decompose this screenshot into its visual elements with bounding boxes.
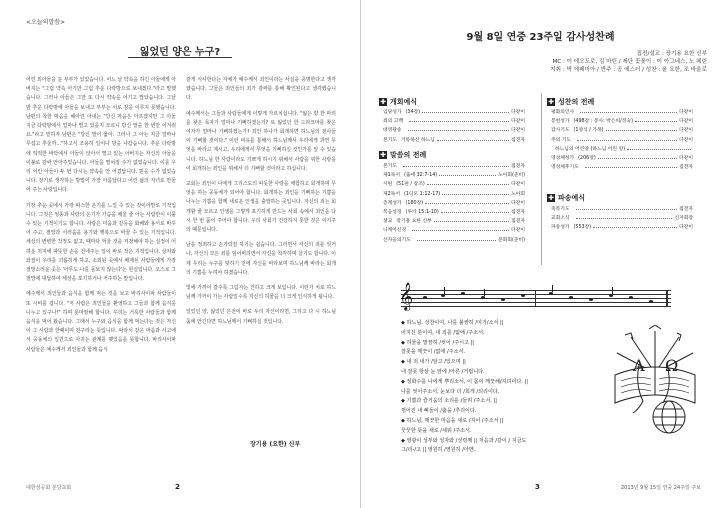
- order-item: 층계성가 (180장) 다같이: [383, 200, 525, 206]
- order-item: 제1독서 (출애 32:7-14) 노아회(준비): [383, 173, 525, 179]
- text-column-1: [26, 76, 176, 361]
- verse-line: ◆ 하느님, 깨끗한 마음을 새로 /지어 /주소서 ||: [401, 417, 504, 424]
- cross-icon: ✚: [380, 151, 386, 159]
- verse-line: ◆ 영광이 성부와 성자와 /성령께 || 처음과 /같이 / 지금도: [401, 437, 527, 444]
- paragraph: 남을 정죄하고 손가락질 하기는 쉽습니다. 그러면서 자신의 죄를 잊거나, 자신의 모든 죄를 덮어버리면서 자신을 착각하며 살기도 합니다. 이제 우리는 누구를 탓하기 전에 자신을 바라보며 하느님께 바라는 회개의 기쁨을 누려야 하겠습니다.: [186, 242, 336, 276]
- paragraph: 빛에 가까이 갈수록 그림자는 진하고 크게 보입니다. 이런가 치로 하느님께 가까이 가는 사람일수록 자신의 허물을 더 크게 인식하게 됩니다.: [186, 285, 336, 301]
- page-title: 잃었던 양은 누구?: [139, 47, 221, 58]
- order-item: 감사기도 (1양식 / 가목) 다같이: [551, 128, 693, 134]
- treble-clef-icon: 𝄞: [399, 282, 414, 310]
- verse-line: 꺾어진 내 뼈들이 /춤을 /추리이다.: [401, 408, 477, 415]
- section-heading-word: ✚ 말씀의 전례: [380, 151, 427, 159]
- order-list-dismissal: [551, 205, 693, 233]
- order-item: 죄의 고백 다같이: [383, 119, 525, 125]
- verse-line: ◆ 기쁨과 즐거움의 소리를 /들려 /주소서. ||: [401, 398, 497, 405]
- verse-line: 그/리-/고 || 영원히 /영원히 /아멘.: [401, 447, 476, 454]
- order-item: 봉헌성가 (498장 : 봉사: 박은희/정숙) 다같이: [551, 119, 693, 125]
- verse-line: ◆ 정화수를 나에게 뿌리소서, 이 몸이 깨끗해/지리이다. ||: [401, 378, 528, 385]
- section-heading-dismissal: ✚ 파송예식: [548, 194, 586, 202]
- paragraph: 일었던 양, 잃었던 은전이 바로 우리 자신이라면, 그리고 다 시 하느님 품에 안긴다면 하느님께서 기뻐하실 것입니다.: [186, 309, 336, 325]
- verse-line: 어지신 분이여, 내 죄를 /없애 /주소서.: [401, 329, 485, 336]
- credit-line: MC : 이 데오도로, 김 마틴 / 제단 꽃꽂이 : 이 아그네스, 노 헤린: [552, 59, 707, 66]
- verse-line: 나를 씻어주소서, 눈보다 더 /희게 /되리이다.: [401, 388, 500, 395]
- credit-line: 집전/설교 : 장기용 요한 신부: [636, 51, 707, 57]
- svg-text:Ω: Ω: [665, 356, 679, 375]
- order-item: 시편 (51편 / 장조) 다같이: [383, 182, 525, 188]
- order-item: 니케아신경 다같이: [383, 228, 525, 234]
- paragraph: 가장 추운 곳에서 가장 따스한 온기를 느낄 수 있는 것이야말로 기적입니다. 그것은 엉뚱과 사랑의 온기가 가슴을 채울 줄 아는 사람만이 이룰 수 있는 기적이기도 합니다. 사랑은 미움과 갈등을 화해와 용서로 바꾸어 주고, 절망과 서러움을 용기와 행복으로 바꿀 수 있는 기적입니다. 세상의 변변한 작정도 없고, 때마다 억울 것을 걱정해야 하는 실정이 어려운 처지에 따뜻한 손을 건네주는 일이 바로 작은 기적입니다. 상처와 좌절이 우리를 괴롭히게 하고, 소외된 곳에서 배제된 사람들에게 가장 절망스러운 곳은 '아무도 나를 돌보지 않는다'는 현실입니다. 오스로 그 절망에 대답하여 세상을 포기하거나 저주하는 말입니다.: [26, 202, 176, 283]
- footer-church-name: 대한성공회 분당교회: [26, 485, 72, 491]
- section-tag: <오늘의말씀>: [26, 19, 66, 26]
- paragraph: 어린 외아들을 둔 부부가 있었습니다. 어느 날 약속을 하긴 아들에게 아버지는 "그럼 약속 아기만 그럼 추운 다락방으로 보내겠다."라고 말했습니다. 그러나 아들은 그만 또 다시 약속을 어기고 말았습니다. 그날 밤 추운 다락방에 아들을 보내고 부부는 서로 잠을 이루지 못했습니다. 남편의 착한 마음을 헤아린 아내는 "당신 마음은 아프겠지만 그 아들 지금 다락방에서 얼마나 떨고 있을지 모르니 당신 말을 한 번만 어겨줘요."라고 말하자 남편은 "당신 말이 옳아. 그러나 그 아는 지금 얼마나 무섭고 추울까..."하고서 조용히 일어나 방을 나갔습니다. 추운 다락방에 떡떡한 바닥에서 아들이 앉아서 떨고 있는 아버지는 자신의 아들을 이불로 감싸 안아주었습니다. 아들을 떨어질 수가 없었습니다. 이를 우리 어린 아들이 두 번 다시는 약속을 안 어겼답니다. 믿을 수가 없었습니다. 장기로 생각하는 방법이 가장 아름답다고 어린 삶의 자녀로 만들어 주는 사랑입니다.: [26, 77, 176, 194]
- right-page: [360, 0, 720, 508]
- order-item: 본기도 집전자: [383, 164, 525, 169]
- order-item: 축복기도 집전자: [551, 207, 693, 212]
- order-item: 교회소식 신자회장: [551, 216, 693, 222]
- verse-line: 잘못을 깨끗이 /없애 /주소서.: [401, 349, 466, 356]
- credit-line: 지휘 : 박 에페미아 / 반주 : 공 에스더 / 성찬 : 윤 요한, 조 바울로: [550, 67, 707, 74]
- page-number: 3: [535, 483, 540, 491]
- cross-icon: ✚: [548, 194, 554, 202]
- column-divider: [541, 93, 542, 265]
- order-item: 입당성가 (34장) 다같이: [383, 110, 525, 115]
- section-heading-opening: ✚ 개회예식: [380, 98, 418, 106]
- order-list-eucharist: [551, 108, 693, 172]
- signature: 장기용 (요한) 신부: [250, 441, 301, 448]
- order-item: 파송성가 (553장) 다같이: [551, 225, 693, 231]
- order-item: 주의 기도 다같이: [551, 137, 693, 143]
- order-item: 대영광송 다같이: [383, 128, 525, 134]
- service-credits: [377, 50, 707, 75]
- title-underline: [128, 57, 232, 58]
- cross-icon: ✚: [380, 98, 386, 106]
- page-number: 2: [175, 483, 180, 491]
- alpha-omega-bible-illustration: [609, 325, 701, 443]
- order-item: 영성체후기도 집전자: [551, 165, 693, 171]
- paragraph: 교회는 죄인이 나에게 그리스도의 따듯한 사랑을 체험하고 회개하며 무엇을 하는 공동체가 되어야 합니다. 회개하는 죄인을 기뻐하는 기쁨을 나누는 기쁨을 함께 새로운 인생을 출발하는 곳입니다. 자신의 죄는 회개할 줄 모르고 인생을 그렇게 포기하게 만드는 사회 속에서 죄인을 다시 한 번 품어 주어야 합니다. 우리 사회가 건강하지 못한 것은 이기주의 때문입니다.: [186, 181, 336, 234]
- order-item: 제2독서 (1디모 1:12-17) 노아회: [383, 191, 525, 197]
- music-staff: [399, 282, 671, 310]
- verse-line: 꿋꿋한 뜻을 새로 /세워 /주소서.: [401, 427, 472, 434]
- order-item: 복음성경 (루카 15:1-10) 집전자: [383, 209, 525, 215]
- svg-text:A: A: [633, 356, 645, 375]
- text-column-2: [186, 76, 336, 333]
- order-list-word: [383, 162, 525, 245]
- order-item: 하느님의 어린양 (하느님 어린 양): [551, 145, 693, 154]
- paragraph: 같게 식사한다는 자체가 예수께서 죄인이라는 사실을 증명한다고 생각했습니다. 그들은 죄인들의 죄가 감싸를 통해 확인된다고 생각했습니다.: [186, 77, 336, 102]
- psalm-verses: [401, 319, 596, 456]
- order-item: 신자들의기도 문화회(준비): [383, 237, 525, 243]
- order-item: 영성체성가 (206장) 다같이: [551, 155, 693, 161]
- footer-bulletin-date: 2013년 9월 15일 연중 24주일 주보: [621, 485, 702, 491]
- order-item: 본기도 거룩하신 하느님 집전자: [383, 137, 525, 143]
- verse-line: ◆ 허물을 말끔히 /씻어 /주시고 ||: [401, 339, 475, 346]
- paragraph: 예수께서 죄인들과 음식을 함께 먹는 것을 보고 바리사이파 사람들이 또 시비를 겁니다. "저 사람은 죄인들을 환영하고 그들과 함께 음식을 나누고 있구나!" 하며 못마땅해 합니다. 우리는 거룩한 사람들과 함께 음식을 먹어 왔습니다. 그래서 누구와 음식을 함께 먹는다는 것은 자신이 그 사람과 한패이며 친구라는 뜻입니다. 따라서 같은 마음과 사고에서 공동체의 일원으로 사귀는 관계를 맺었음을 뜻합니다. 바리사이파 사람들은 예수께서 죄인들과 함께 음식: [26, 291, 176, 353]
- verse-line: 내 잘못 항상 눈 앞에 /아른 /거립니다.: [401, 368, 485, 375]
- order-list-opening: [383, 108, 525, 145]
- order-item: 설교 장기용 요한 신부 집전자: [383, 219, 525, 225]
- section-heading-eucharist: ✚ 성찬의 전례: [548, 98, 595, 106]
- order-item: 평화의인사 다같이: [551, 110, 693, 115]
- cross-icon: ✚: [548, 98, 554, 106]
- service-title: 9월 8일 연중 23주일 감사성찬례: [466, 32, 615, 43]
- paragraph: 예수께서는 그들과 사람들에게 이렇게 가르치십니다. "잃은 양 한 마리를 찾은 목자가 얼마나 기뻐하겠는가? 또 잃었던 한 드라크마를 찾은 여자가 얼마나 기뻐하겠는가? 죄인 하나가 회개하면 하느님의 천사들이 기뻐할 것이다." 이런 비유를 통해서 하느님께서 우리에게 과연 무엇을 바라고 계시고, 우리에게서 무엇을 기뻐하실 것인가를 알 수 있습니다. 하느님 한 사람이라도 기쁘게 하시기 위해서 사람을 위한 사랑을 이 회개하는 죄인을 위해서 더 기뻐할 것이라고 하십니다.: [186, 110, 336, 172]
- verse-line: ◆ 하느님, 성찬이여, 나를 불쌍히 /여기/소서 ||: [401, 320, 504, 326]
- verse-line: ◆ 내 죄 내가 /알고 /있으며 ||: [401, 359, 466, 366]
